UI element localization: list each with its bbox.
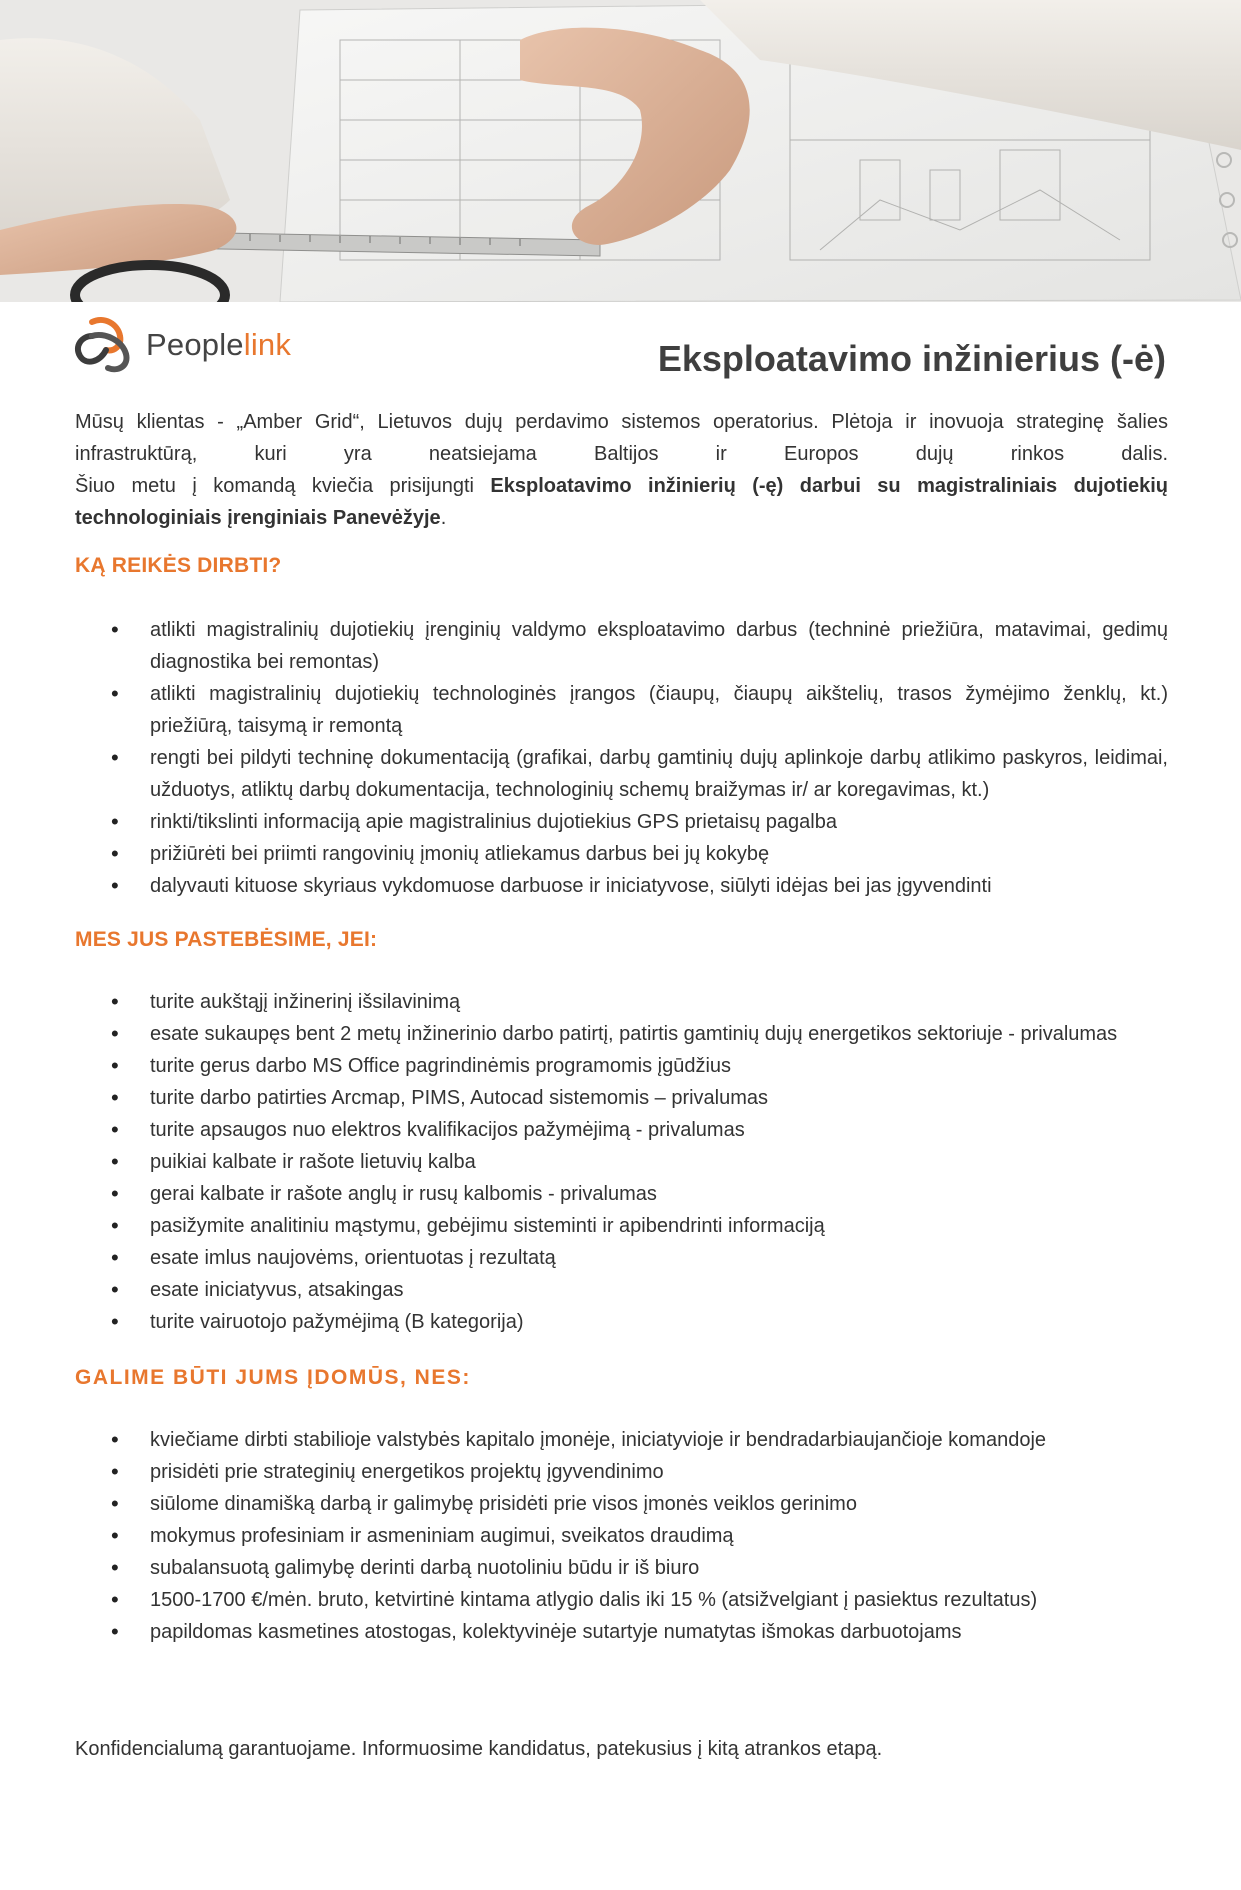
confidentiality-note: Konfidencialumą garantuojame. Informuosime kandidatus, patekusius į kitą atrankos etapą. bbox=[75, 1738, 883, 1760]
list-item: • turite vairuotojo pažymėjimą (B kategorija) bbox=[75, 1306, 1168, 1338]
job-description bbox=[75, 406, 1168, 1648]
list-item: • esate sukaupęs bent 2 metų inžinerinio darbo patirtį, patirtis gamtinių dujų energetikos sektoriuje - privalumas bbox=[75, 1018, 1168, 1050]
brand-logo bbox=[74, 316, 291, 374]
offer-list bbox=[75, 1424, 1168, 1648]
list-item: • atlikti magistralinių dujotiekių technologinės įrangos (čiaupų, čiaupų aikštelių, trasos žymėjimo ženklų, kt.) priežiūrą, taisymą ir remontą bbox=[75, 678, 1168, 742]
list-item: • puikiai kalbate ir rašote lietuvių kalba bbox=[75, 1146, 1168, 1178]
list-item: • turite darbo patirties Arcmap, PIMS, Autocad sistemomis – privalumas bbox=[75, 1082, 1168, 1114]
list-item: • siūlome dinamišką darbą ir galimybę prisidėti prie visos įmonės veiklos gerinimo bbox=[75, 1488, 1168, 1520]
list-item: • esate iniciatyvus, atsakingas bbox=[75, 1274, 1168, 1306]
list-item: • prižiūrėti bei priimti rangovinių įmonių atliekamus darbus bei jų kokybę bbox=[75, 838, 1168, 870]
requirements-list bbox=[75, 986, 1168, 1338]
list-item: • turite gerus darbo MS Office pagrindinėmis programomis įgūdžius bbox=[75, 1050, 1168, 1082]
list-item: • kviečiame dirbti stabilioje valstybės kapitalo įmonėje, iniciatyvioje ir bendradarbiaujančioje komandoje bbox=[75, 1424, 1168, 1456]
list-item: • turite aukštąjį inžinerinį išsilavinimą bbox=[75, 986, 1168, 1018]
list-item: • pasižymite analitiniu mąstymu, gebėjimu sisteminti ir apibendrinti informaciją bbox=[75, 1210, 1168, 1242]
brand-name: Peoplelink bbox=[146, 327, 292, 362]
list-item: • subalansuotą galimybę derinti darbą nuotoliniu būdu ir iš biuro bbox=[75, 1552, 1168, 1584]
list-item: • mokymus profesiniam ir asmeniniam augimui, sveikatos draudimą bbox=[75, 1520, 1168, 1552]
hero-image bbox=[0, 0, 1241, 302]
drafting-photo-illustration bbox=[0, 0, 1241, 302]
list-item: • turite apsaugos nuo elektros kvalifikacijos pažymėjimą - privalumas bbox=[75, 1114, 1168, 1146]
section-heading-offer: GALIME BŪTI JUMS ĮDOMŪS, NES: bbox=[75, 1366, 471, 1389]
list-item: • gerai kalbate ir rašote anglų ir rusų kalbomis - privalumas bbox=[75, 1178, 1168, 1210]
section-heading-requirements: MES JUS PASTEBĖSIME, JEI: bbox=[75, 928, 378, 951]
peoplelink-logo-icon bbox=[74, 316, 132, 374]
list-item: • 1500-1700 €/mėn. bruto, ketvirtinė kintama atlygio dalis iki 15 % (atsižvelgiant į pasiektus rezultatus) bbox=[75, 1584, 1168, 1616]
list-item: • papildomas kasmetines atostogas, kolektyvinėje sutartyje numatytas išmokas darbuotojams bbox=[75, 1616, 1168, 1648]
job-title: Eksploatavimo inžinierius (-ė) bbox=[657, 338, 1166, 379]
section-heading-tasks: KĄ REIKĖS DIRBTI? bbox=[75, 554, 282, 577]
list-item: • prisidėti prie strateginių energetikos projektų įgyvendinimo bbox=[75, 1456, 1168, 1488]
intro-line-1: Mūsų klientas - „Amber Grid“, Lietuvos dujų perdavimo sistemos operatorius. Plėtoja ir inovuoja strateginę šalies infrastruktūrą, kuri yra neatsiejama Baltijos ir Europos dujų rinkos dalis. bbox=[75, 411, 1168, 465]
list-item: • dalyvauti kituose skyriaus vykdomuose darbuose ir iniciatyvose, siūlyti idėjas bei jas įgyvendinti bbox=[75, 870, 1168, 902]
list-item: • atlikti magistralinių dujotiekių įrenginių valdymo eksploatavimo darbus (techninė priežiūra, matavimai, gedimų diagnostika bei remontas) bbox=[75, 614, 1168, 678]
list-item: • rengti bei pildyti techninę dokumentaciją (grafikai, darbų gamtinių dujų aplinkoje darbų atlikimo paskyros, leidimai, užduotys, atliktų darbų dokumentacija, technologinių schemų braižymas ir/ ar koregavimas, kt.) bbox=[75, 742, 1168, 806]
list-item: • esate imlus naujovėms, orientuotas į rezultatą bbox=[75, 1242, 1168, 1274]
intro-paragraph bbox=[75, 406, 1168, 534]
list-item: • rinkti/tikslinti informaciją apie magistralinius dujotiekius GPS prietaisų pagalba bbox=[75, 806, 1168, 838]
tasks-list bbox=[75, 614, 1168, 902]
intro-line-2: Šiuo metu į komandą kviečia prisijungti Eksploatavimo inžinierių (-ę) darbui su magistraliniais dujotiekių technologiniais įrenginiais Panevėžyje. bbox=[75, 475, 1169, 529]
